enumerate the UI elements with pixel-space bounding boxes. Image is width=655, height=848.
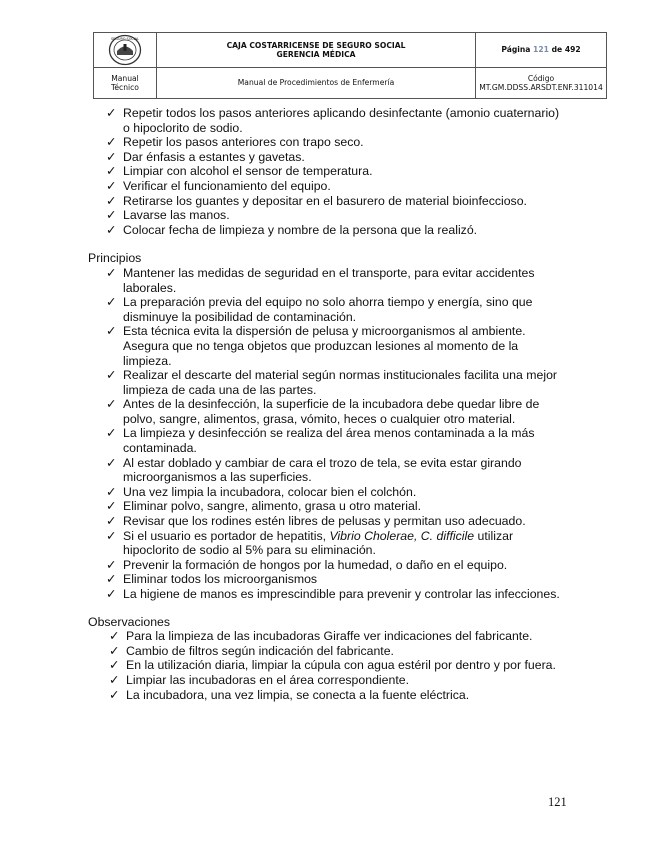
ccss-logo-icon	[108, 34, 142, 66]
list-item: ✓ Limpiar con alcohol el sensor de temperatura.	[106, 164, 373, 179]
list-item: ✓ Eliminar todos los microorganismos	[106, 572, 318, 587]
code-label: Código	[527, 73, 555, 83]
doc-type-cell	[94, 68, 157, 99]
checkmark-icon: ✓	[106, 193, 117, 208]
principles-list	[88, 266, 563, 602]
checkmark-icon: ✓	[106, 572, 117, 587]
checkmark-icon: ✓	[106, 484, 117, 499]
checkmark-icon: ✓	[106, 295, 117, 310]
page-of: de	[551, 45, 563, 55]
list-item: ✓ Una vez limpia la incubadora, colocar bien el colchón.	[106, 484, 417, 499]
checkmark-icon: ✓	[109, 672, 120, 687]
checkmark-icon: ✓	[106, 135, 117, 150]
list-item: ✓ Realizar el descarte del material según normas institucionales facilita una mejor limpieza de cada una de las partes.	[106, 368, 558, 397]
checkmark-icon: ✓	[106, 208, 117, 223]
code-cell	[476, 68, 607, 99]
org-cell	[157, 33, 476, 68]
checkmark-icon: ✓	[109, 658, 120, 673]
principles-heading: Principios	[88, 251, 142, 266]
list-item: ✓ La limpieza y desinfección se realiza del área menos contaminada a la más contaminada.	[106, 426, 535, 456]
list-item: ✓ Cambio de filtros según indicación del fabricante.	[109, 643, 394, 658]
list-item: ✓ Al estar doblado y cambiar de cara el trozo de tela, se evita estar girando microorganismos a las superficies.	[106, 455, 522, 485]
checkmark-icon: ✓	[106, 397, 117, 412]
logo-cell	[94, 33, 157, 68]
list-item: ✓ La incubadora, una vez limpia, se conecta a la fuente eléctrica.	[109, 687, 470, 702]
checkmark-icon: ✓	[106, 149, 117, 164]
checkmark-icon: ✓	[106, 265, 117, 280]
list-item: ✓ Verificar el funcionamiento del equipo.	[106, 178, 331, 193]
observations-heading: Observaciones	[88, 614, 171, 629]
checkmark-icon: ✓	[106, 368, 117, 383]
checkmark-icon: ✓	[109, 687, 120, 702]
list-item: ✓ Eliminar polvo, sangre, alimento, grasa u otro material.	[106, 499, 421, 514]
list-item: ✓ Repetir todos los pasos anteriores aplicando desinfectante (amonio cuaternario) o hipoclorito de sodio.	[106, 106, 560, 135]
checkmark-icon: ✓	[106, 178, 117, 193]
document-header-table	[93, 32, 607, 99]
list-item: ✓ Antes de la desinfección, la superficie de la incubadora debe quedar libre de polvo, sangre, alimentos, grasa, vómito, heces o cualquier otro material.	[106, 397, 540, 426]
checkmark-icon: ✓	[106, 587, 117, 601]
page-current: 121	[533, 45, 549, 55]
list-item: ✓ Esta técnica evita la dispersión de pelusa y microorganismos al ambiente. Asegura que no tenga objetos que produzcan lesiones al momento de la limpieza.	[106, 324, 526, 368]
org-division: GERENCIA MÉDICA	[276, 50, 356, 59]
list-item: ✓ Para la limpieza de las incubadoras Giraffe ver indicaciones del fabricante.	[109, 629, 533, 644]
footer-page-number: 121	[548, 795, 567, 809]
list-item: ✓ Limpiar las incubadoras en el área correspondiente.	[109, 672, 409, 687]
doc-type-line1: Manual	[111, 73, 139, 83]
logo-text: SEGURO SOCIAL	[111, 37, 139, 42]
checkmark-icon: ✓	[106, 106, 117, 120]
code-value: MT.GM.DDSS.ARSDT.ENF.311014	[479, 83, 603, 92]
list-item: ✓ Lavarse las manos.	[106, 208, 230, 223]
checkmark-icon: ✓	[106, 164, 117, 179]
observations-list	[88, 629, 563, 702]
list-item: ✓ Mantener las medidas de seguridad en el transporte, para evitar accidentes laborales.	[106, 265, 535, 295]
list-item: ✓ Repetir los pasos anteriores con trapo seco.	[106, 135, 364, 150]
page-prefix: Página	[501, 45, 531, 55]
list-item: ✓ La higiene de manos es imprescindible para prevenir y controlar las infecciones.	[106, 587, 560, 601]
checkmark-icon: ✓	[106, 222, 117, 237]
checkmark-icon: ✓	[106, 455, 117, 470]
doc-type-line2: Técnico	[111, 83, 139, 92]
steps-list	[88, 106, 563, 237]
checkmark-icon: ✓	[106, 528, 117, 543]
checkmark-icon: ✓	[109, 629, 120, 644]
page-total: 492	[564, 45, 581, 55]
org-name: CAJA COSTARRICENSE DE SEGURO SOCIAL	[226, 40, 406, 50]
list-item: ✓ En la utilización diaria, limpiar la cúpula con agua estéril por dentro y por fuera.	[109, 658, 556, 673]
checkmark-icon: ✓	[106, 499, 117, 514]
page-body	[88, 106, 563, 702]
pathogen-names: Vibrio Cholerae, C. difficile	[329, 528, 475, 543]
list-item: ✓ Dar énfasis a estantes y gavetas.	[106, 149, 305, 164]
list-item: ✓ Colocar fecha de limpieza y nombre de la persona que la realizó.	[106, 222, 478, 237]
page-counter-cell	[476, 33, 607, 68]
checkmark-icon: ✓	[106, 426, 117, 441]
list-item: ✓ Prevenir la formación de hongos por la humedad, o daño en el equipo.	[106, 557, 508, 572]
checkmark-icon: ✓	[106, 514, 117, 529]
list-item: ✓ Revisar que los rodines estén libres de pelusas y permitan uso adecuado.	[106, 514, 526, 529]
manual-title: Manual de Procedimientos de Enfermería	[237, 78, 395, 88]
checkmark-icon: ✓	[109, 643, 120, 658]
list-item: ✓ Retirarse los guantes y depositar en el basurero de material bioinfeccioso.	[106, 193, 527, 208]
manual-title-cell	[157, 68, 476, 99]
list-item: ✓ La preparación previa del equipo no solo ahorra tiempo y energía, sino que disminuye la posibilidad de contaminación.	[106, 295, 533, 324]
list-item: ✓ Si el usuario es portador de hepatitis, Vibrio Cholerae, C. difficile utilizar hipoclorito de sodio al 5% para su eliminación.	[106, 528, 514, 558]
checkmark-icon: ✓	[106, 324, 117, 339]
checkmark-icon: ✓	[106, 557, 117, 572]
